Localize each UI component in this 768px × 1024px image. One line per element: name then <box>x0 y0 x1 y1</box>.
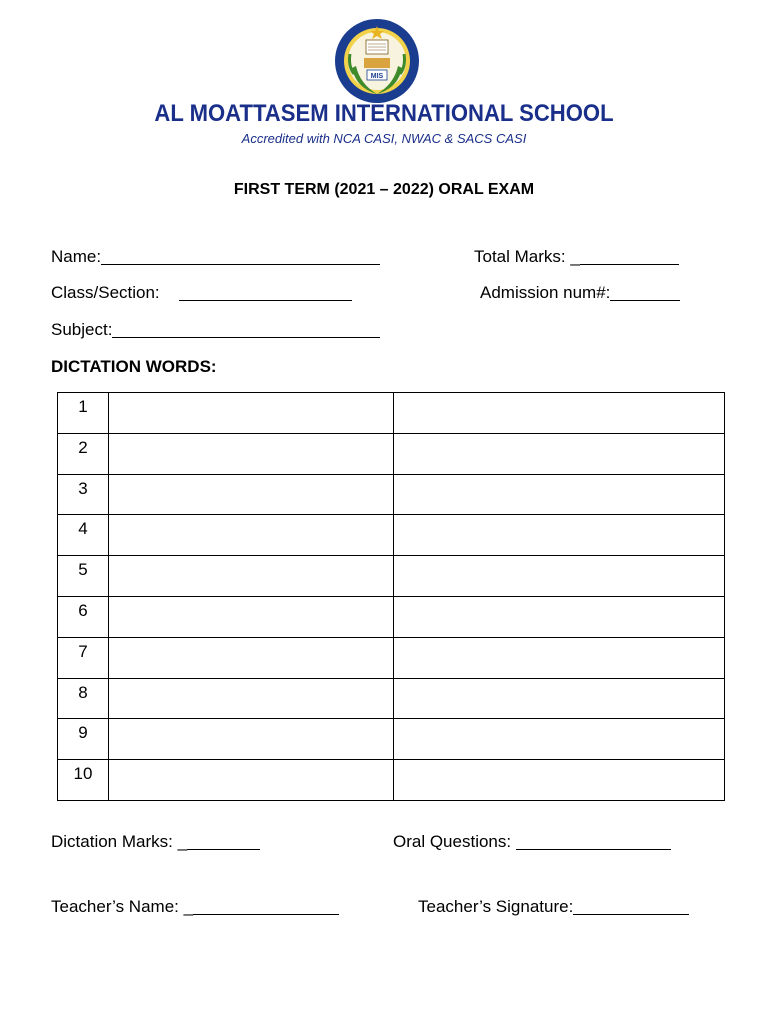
school-logo <box>334 18 420 104</box>
name-label: Name: <box>51 247 102 266</box>
word-cell[interactable] <box>108 719 394 760</box>
row-number: 10 <box>58 760 109 801</box>
oral-questions-label: Oral Questions: <box>393 832 512 851</box>
admission-input-line[interactable] <box>610 299 680 301</box>
word-cell[interactable] <box>394 719 725 760</box>
table-row <box>58 637 725 678</box>
logo-text: MIS <box>370 73 384 80</box>
dictation-marks-field <box>51 832 260 852</box>
table-row <box>58 474 725 515</box>
row-number: 8 <box>58 678 109 719</box>
word-cell[interactable] <box>108 433 394 474</box>
admission-field <box>480 283 680 303</box>
school-name: AL MOATTASEM INTERNATIONAL SCHOOL <box>154 100 614 127</box>
row-number: 7 <box>58 637 109 678</box>
word-cell[interactable] <box>108 678 394 719</box>
row-number: 2 <box>58 433 109 474</box>
teacher-name-input-line[interactable] <box>193 913 339 915</box>
word-cell[interactable] <box>108 596 394 637</box>
total-marks-field <box>474 247 679 267</box>
row-number: 1 <box>58 393 109 434</box>
word-cell[interactable] <box>108 393 394 434</box>
dictation-table <box>57 392 725 801</box>
row-number: 6 <box>58 596 109 637</box>
name-field <box>51 247 380 267</box>
word-cell[interactable] <box>108 637 394 678</box>
word-cell[interactable] <box>394 433 725 474</box>
exam-title: FIRST TERM (2021 – 2022) ORAL EXAM <box>233 181 535 198</box>
word-cell[interactable] <box>394 637 725 678</box>
dictation-marks-label: Dictation Marks: _ <box>51 832 188 851</box>
table-row <box>58 596 725 637</box>
row-number: 9 <box>58 719 109 760</box>
table-row <box>58 678 725 719</box>
total-marks-label: Total Marks: _ <box>474 247 580 266</box>
row-number: 4 <box>58 515 109 556</box>
table-row <box>58 433 725 474</box>
word-cell[interactable] <box>394 393 725 434</box>
teacher-signature-input-line[interactable] <box>573 913 689 915</box>
oral-questions-field <box>393 832 671 852</box>
word-cell[interactable] <box>394 678 725 719</box>
accreditation-text: Accredited with NCA CASI, NWAC & SACS CASI <box>241 131 527 146</box>
total-marks-input-line[interactable] <box>580 263 679 265</box>
word-cell[interactable] <box>108 515 394 556</box>
word-cell[interactable] <box>108 474 394 515</box>
word-cell[interactable] <box>108 760 394 801</box>
word-cell[interactable] <box>394 556 725 597</box>
dictation-marks-input-line[interactable] <box>187 848 260 850</box>
row-number: 5 <box>58 556 109 597</box>
row-number: 3 <box>58 474 109 515</box>
subject-input-line[interactable] <box>112 336 380 338</box>
teacher-name-field <box>51 897 339 917</box>
oral-questions-input-line[interactable] <box>516 848 671 850</box>
class-section-field <box>51 283 352 303</box>
word-cell[interactable] <box>394 760 725 801</box>
subject-label: Subject: <box>51 320 113 339</box>
table-row <box>58 760 725 801</box>
teacher-signature-field <box>418 897 689 917</box>
word-cell[interactable] <box>394 515 725 556</box>
admission-label: Admission num#: <box>480 283 611 302</box>
name-input-line[interactable] <box>101 263 380 265</box>
teacher-name-label: Teacher’s Name: _ <box>51 897 194 916</box>
subject-field <box>51 320 380 340</box>
table-row <box>58 515 725 556</box>
table-row <box>58 719 725 760</box>
table-row <box>58 393 725 434</box>
dictation-title: DICTATION WORDS: <box>51 357 217 376</box>
class-section-label: Class/Section: <box>51 283 160 302</box>
word-cell[interactable] <box>108 556 394 597</box>
class-section-input-line[interactable] <box>179 299 352 301</box>
teacher-signature-label: Teacher’s Signature: <box>418 897 574 916</box>
word-cell[interactable] <box>394 596 725 637</box>
word-cell[interactable] <box>394 474 725 515</box>
table-row <box>58 556 725 597</box>
